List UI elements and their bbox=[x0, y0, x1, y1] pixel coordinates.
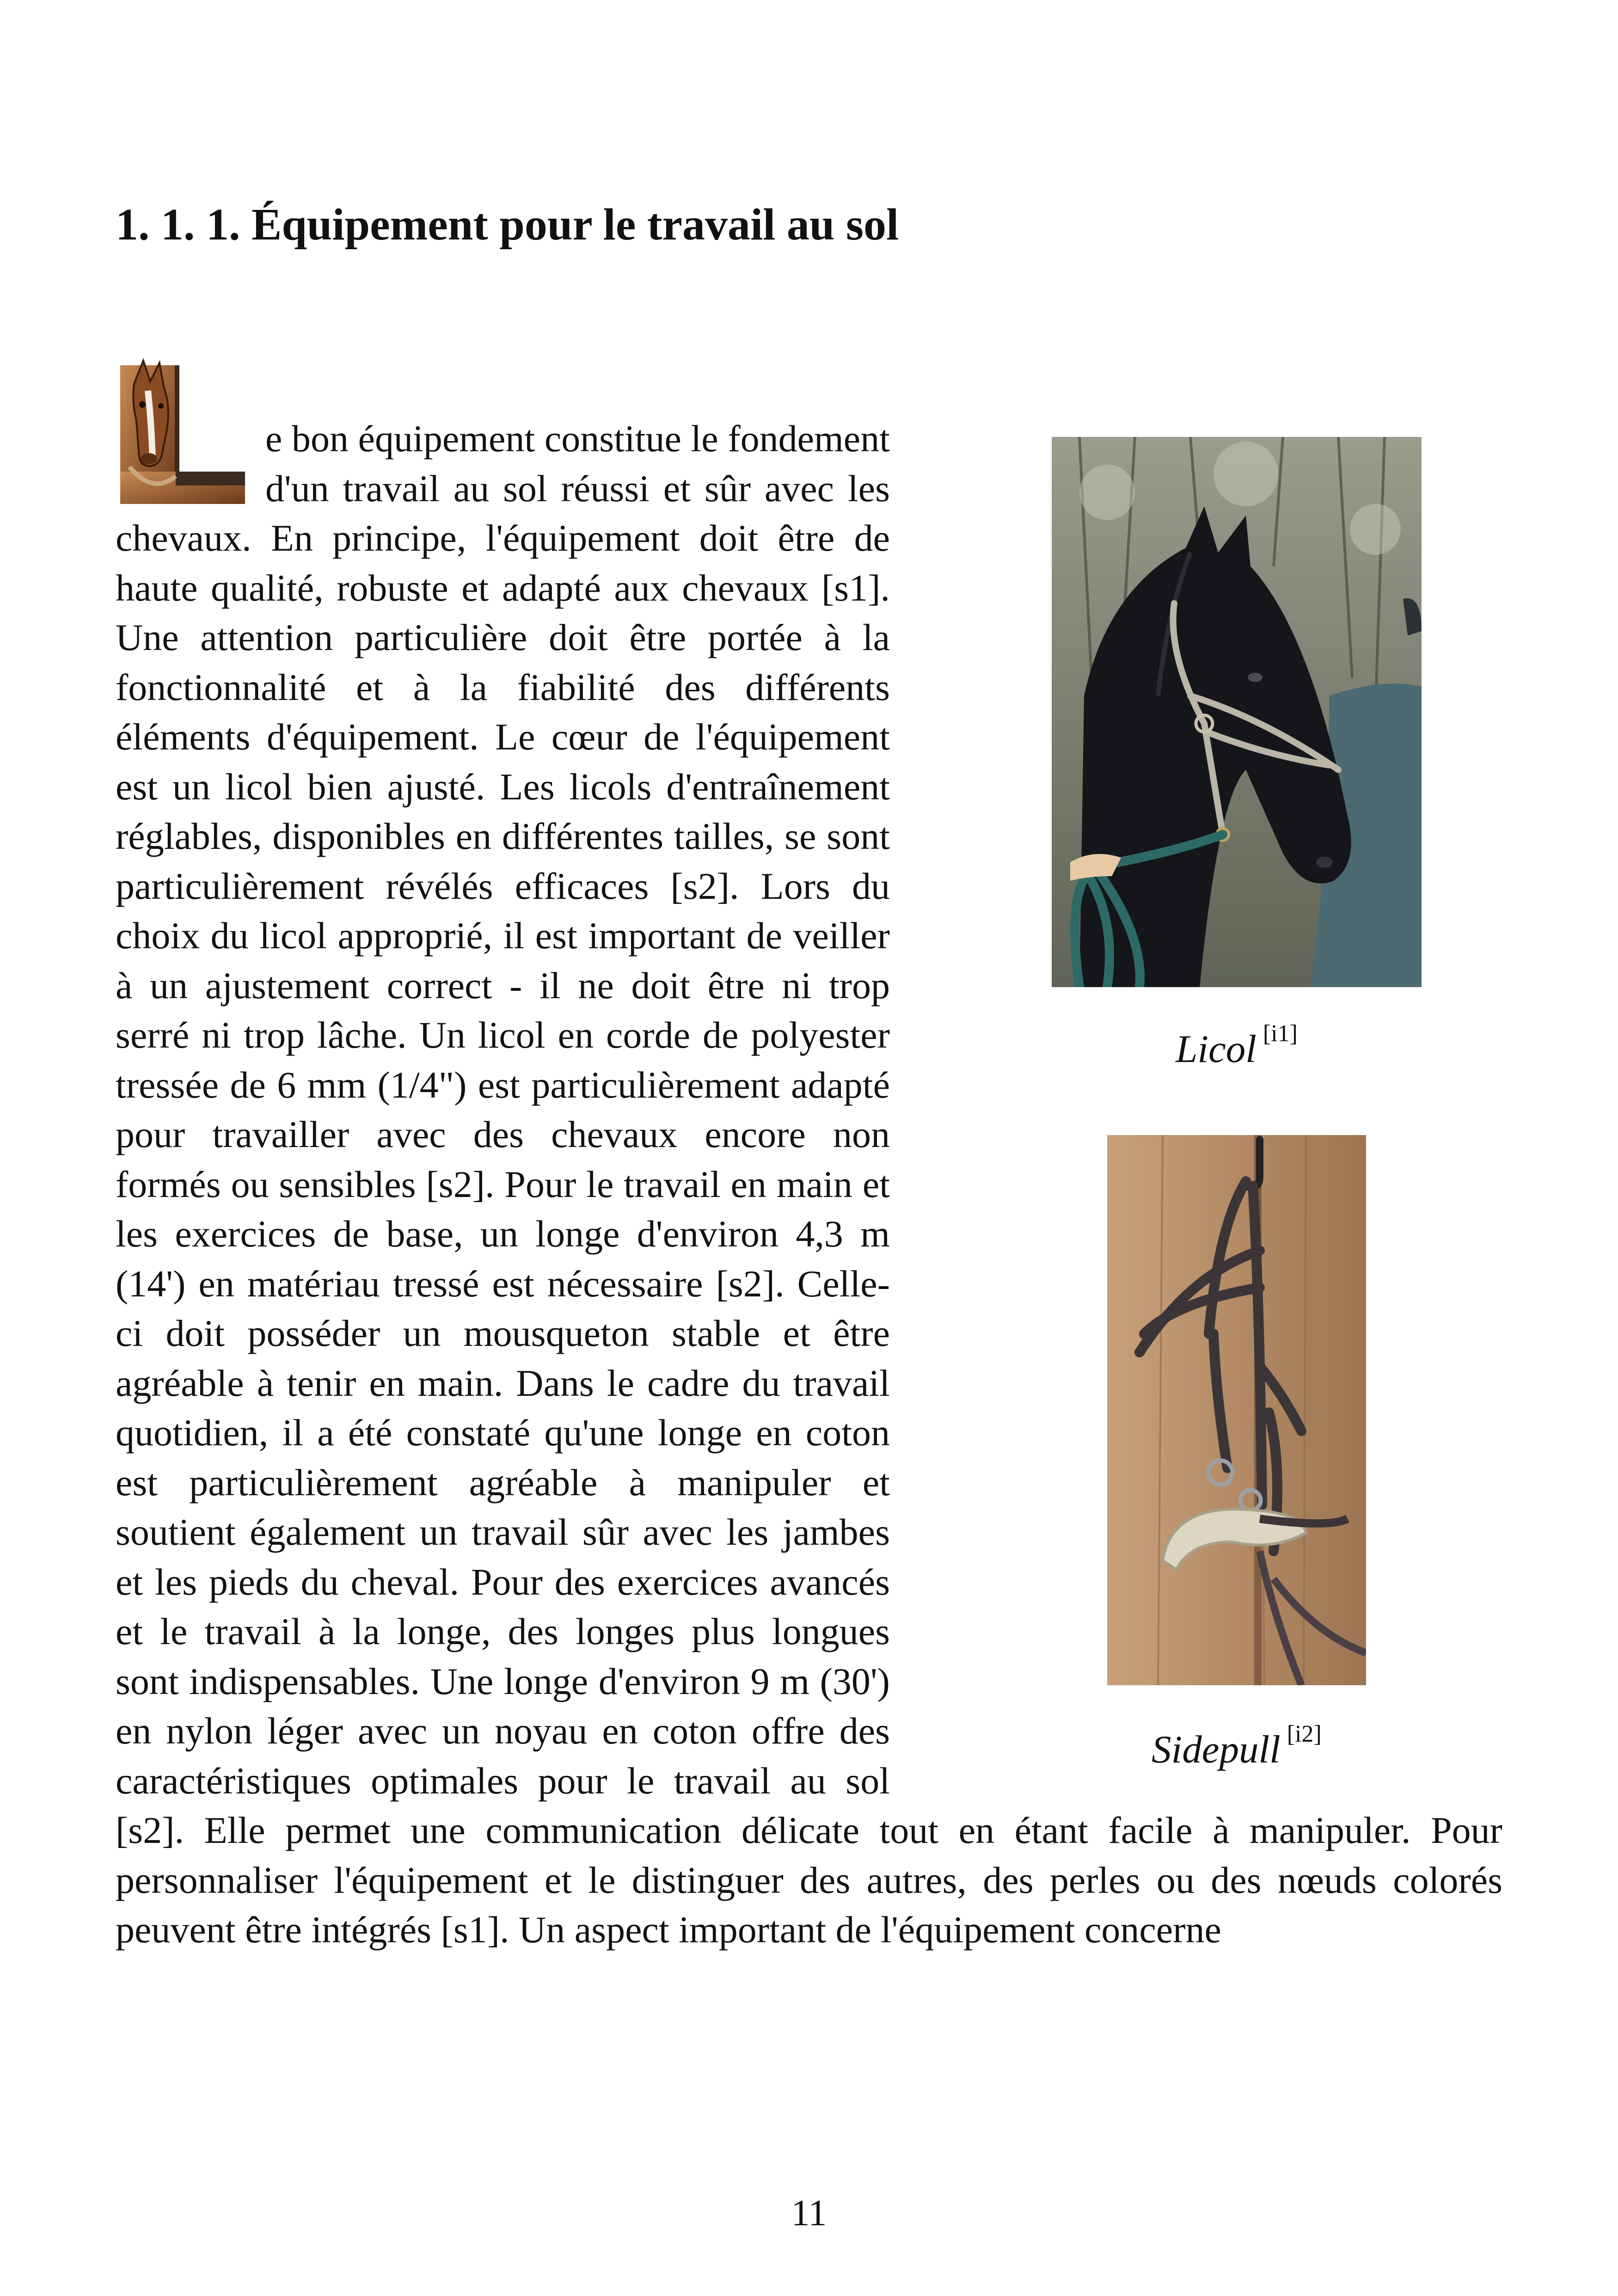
page-number: 11 bbox=[791, 2193, 827, 2234]
body-text: e bon équipement constitue le fondement d'un travail au sol réussi et sûr avec les chevaux. En principe, l'équipement doit être de haute qualité, robuste et adapté aux chevaux [s1]. Une attention particulière doit être portée à la fonctionnalité et à la fiabilité des différents éléments d'équipement. Le cœur de l'équipement est un licol bien ajusté. Les licols d'entraînement réglables, disponibles en différentes tailles, se sont particulièrement révélés efficaces [s2]. Lors du choix du licol approprié, il est important de veiller à un ajustement correct - il ne doit être ni trop serré ni trop lâche. Un licol en corde de polyester tressée de 6 mm (1/4") est particulièrement adapté pour travailler avec des chevaux encore non formés ou sensibles [s2]. Pour le travail en main et les exercices de base, un longe d'environ 4,3 m (14') en matériau tressé est nécessaire [s2]. Celle-ci doit posséder un mousqueton stable et être agréable à tenir en main. Dans le cadre du travail quotidien, il a été constaté qu'une longe en coton est particulièrement agréable à manipuler et soutient également un travail sûr avec les jambes et les pieds du cheval. Pour des exercices avancés et le travail à la longe, des longes plus longues sont indispensables. Une longe d'environ 9 m (30') en nylon léger avec un noyau en coton offre des caractéristiques optimales pour le travail au sol [s2]. Elle permet une communication délicate tout en étant facile à manipuler. Pour personnaliser l'équipement et le distinguer des autres, des perles ou des nœuds colorés peuvent être intégrés [s1]. Un aspect important de l'équipement concerne bbox=[116, 417, 1502, 1951]
section-heading: 1. 1. 1. Équipement pour le travail au sol bbox=[116, 200, 899, 250]
horse-head-initial-icon bbox=[116, 356, 250, 509]
caption-reference: [i1] bbox=[1263, 1020, 1298, 1047]
drop-cap bbox=[116, 356, 250, 509]
horse-halter-image bbox=[1052, 437, 1422, 987]
caption-text: Sidepull bbox=[1152, 1728, 1281, 1771]
sidepull-image bbox=[1107, 1135, 1366, 1685]
figure-caption bbox=[1109, 1721, 1364, 1772]
sidepull-photo bbox=[1107, 1135, 1366, 1685]
caption-text: Licol bbox=[1176, 1027, 1256, 1071]
figure-caption bbox=[1116, 1020, 1357, 1072]
halter-horse-photo bbox=[1052, 437, 1422, 987]
caption-reference: [i2] bbox=[1287, 1721, 1322, 1747]
